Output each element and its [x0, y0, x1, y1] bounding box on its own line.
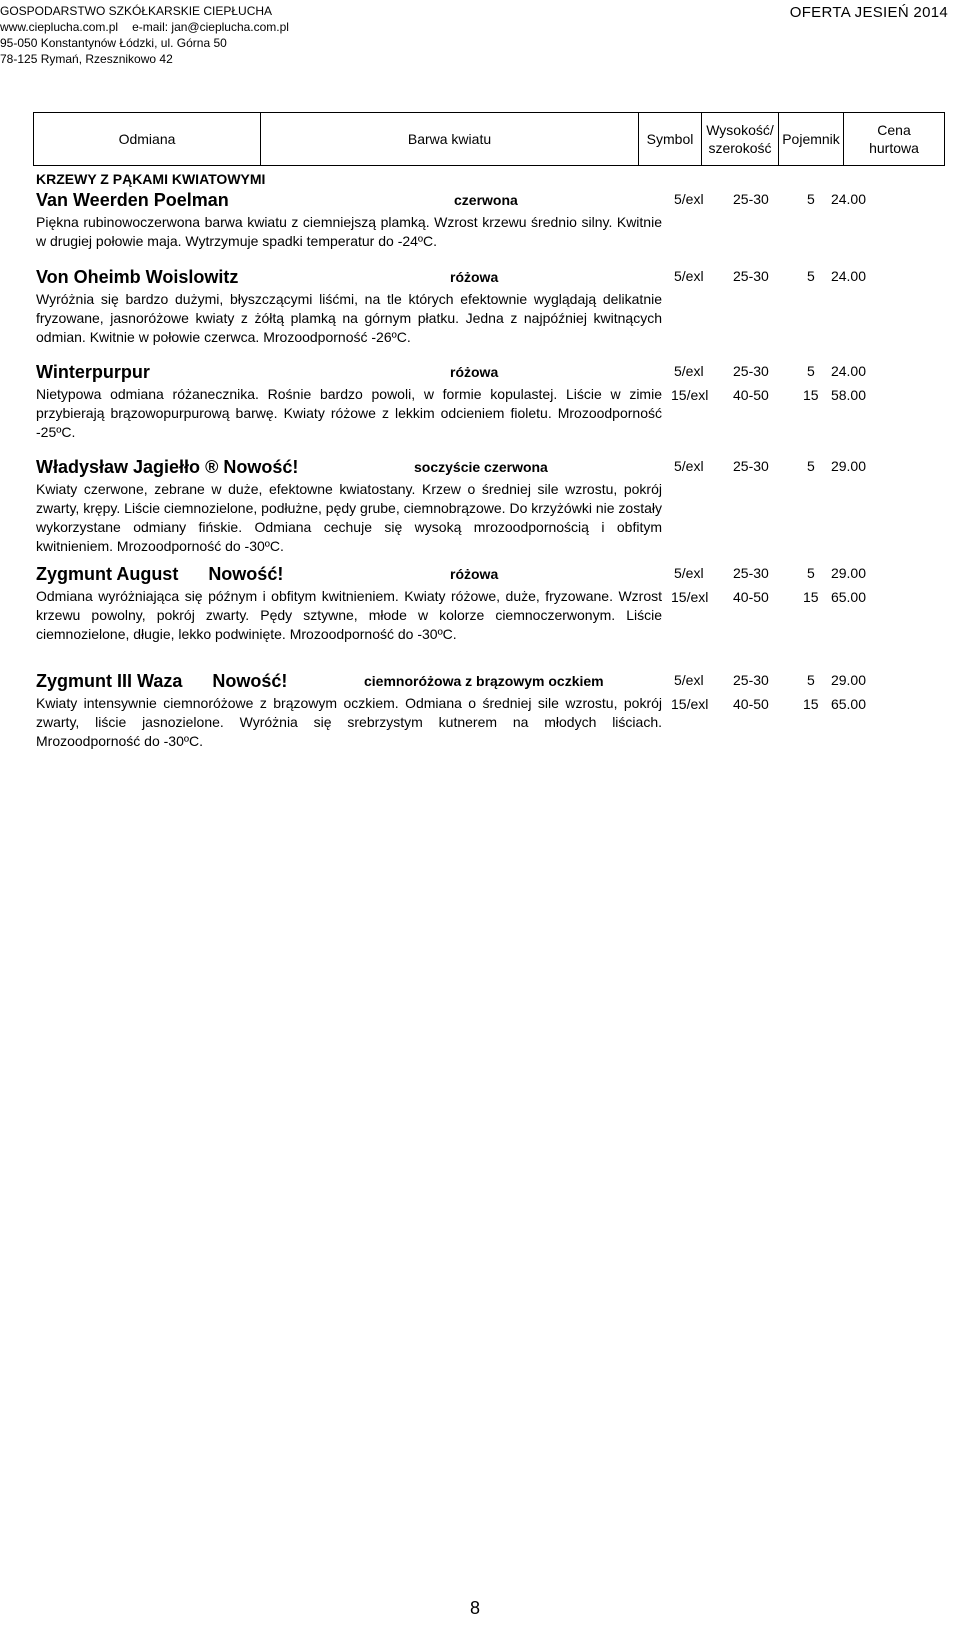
- website-link[interactable]: www.cieplucha.com.pl: [0, 20, 119, 34]
- variety-name-text: Von Oheimb Woislowitz: [36, 267, 239, 287]
- col-cena-line1: Cena: [877, 122, 911, 138]
- col-wysokosc: [702, 113, 779, 166]
- price-cell: 24.00: [830, 191, 866, 207]
- height-cell: 25-30: [733, 458, 769, 474]
- symbol-cell: 5/exl: [674, 458, 704, 474]
- col-odmiana: Odmiana: [34, 113, 261, 166]
- container-cell: 15: [803, 387, 819, 403]
- height-cell: 25-30: [733, 565, 769, 581]
- address-line-1: 95-050 Konstantynów Łódzki, ul. Górna 50: [0, 36, 227, 50]
- entry-zygmunt-august: [36, 563, 662, 644]
- flower-color: różowa: [450, 364, 499, 380]
- container-cell: 5: [807, 191, 815, 207]
- variety-description: Piękna rubinowoczerwona barwa kwiatu z ciemniejszą plamką. Wzrost krzewu średnio silny. Kwitnie w drugiej połowie maja. Wytrzymuje spadki temperatur do -24ºC.: [36, 214, 662, 249]
- col-wysokosc-line1: Wysokość/: [706, 122, 774, 138]
- symbol-cell: 5/exl: [674, 565, 704, 581]
- price-cell: 65.00: [830, 696, 866, 712]
- entry-zygmunt-iii-waza: [36, 670, 662, 751]
- variety-description: Wyróżnia się bardzo dużymi, błyszczącymi liśćmi, na tle których efektownie wyglądają delikatnie fryzowane, jasnoróżowe kwiaty z żółtą plamką na górnym płatku. Jedna z najpóźniej kwitnących odmian. Kwitnie w połowie czerwca. Mrozoodporność -26ºC.: [36, 291, 662, 345]
- price-cell: 65.00: [830, 589, 866, 605]
- price-cell: 29.00: [830, 565, 866, 581]
- entry-wladyslaw-jagiello: [36, 456, 662, 556]
- flower-color: różowa: [450, 566, 499, 582]
- variety-name-text: Władysław Jagiełło: [36, 457, 201, 477]
- variety-name: [36, 563, 662, 585]
- variety-name-text: Zygmunt III Waza: [36, 671, 183, 691]
- container-cell: 5: [807, 565, 815, 581]
- flower-color: czerwona: [454, 192, 518, 208]
- flower-color: soczyście czerwona: [414, 459, 548, 475]
- price-cell: 24.00: [830, 363, 866, 379]
- height-cell: 40-50: [733, 696, 769, 712]
- symbol-cell: 15/exl: [671, 387, 709, 403]
- price-cell: 29.00: [830, 458, 866, 474]
- price-cell: 58.00: [830, 387, 866, 403]
- entry-von-oheimb-woislowitz: [36, 266, 662, 347]
- height-cell: 25-30: [733, 191, 769, 207]
- page-number: 8: [470, 1598, 481, 1618]
- container-cell: 5: [807, 363, 815, 379]
- col-wysokosc-line2: szerokość: [708, 140, 772, 156]
- company-name: GOSPODARSTWO SZKÓŁKARSKIE CIEPŁUCHA: [0, 4, 273, 18]
- container-cell: 15: [803, 696, 819, 712]
- col-pojemnik: Pojemnik: [779, 113, 844, 166]
- symbol-cell: 5/exl: [674, 268, 704, 284]
- entry-winterpurpur: [36, 361, 662, 442]
- col-cena: [844, 113, 945, 166]
- col-cena-line2: hurtowa: [869, 140, 919, 156]
- symbol-cell: 15/exl: [671, 589, 709, 605]
- height-cell: 40-50: [733, 387, 769, 403]
- col-barwa: Barwa kwiatu: [261, 113, 639, 166]
- section-title: KRZEWY Z PĄKAMI KWIATOWYMI: [36, 171, 266, 187]
- offer-title: OFERTA JESIEŃ 2014: [789, 4, 948, 21]
- new-variety-badge: Nowość!: [208, 564, 284, 584]
- variety-description: Kwiaty czerwone, zebrane w duże, efektowne kwiatostany. Krzew o średniej sile wzrostu, pokrój zwarty, krępy. Liście ciemnozielone, podłużne, pędy grube, ciemnobrązowe. Do krzyżówki nie zostały wykorzystane odmiany fińskie. Odmiana cechuje się wysoką mrozoodpornością i obfitym kwitnieniem. Mrozoodporność do -30ºC.: [36, 481, 662, 554]
- variety-name: [36, 189, 662, 211]
- contact-line: [0, 19, 289, 35]
- col-symbol: Symbol: [639, 113, 702, 166]
- symbol-cell: 15/exl: [671, 696, 709, 712]
- variety-name-text: Winterpurpur: [36, 362, 150, 382]
- entry-van-weerden-poelman: [36, 189, 662, 251]
- container-cell: 15: [803, 589, 819, 605]
- symbol-cell: 5/exl: [674, 672, 704, 688]
- variety-name-text: Zygmunt August: [36, 564, 179, 584]
- variety-name: [36, 361, 662, 383]
- flower-color: różowa: [450, 269, 499, 285]
- height-cell: 25-30: [733, 268, 769, 284]
- price-cell: 29.00: [830, 672, 866, 688]
- variety-name: [36, 456, 662, 478]
- flower-color: ciemnoróżowa z brązowym oczkiem: [364, 673, 604, 689]
- address-line-2: 78-125 Rymań, Rzesznikowo 42: [0, 52, 173, 66]
- height-cell: 25-30: [733, 363, 769, 379]
- variety-description: Kwiaty intensywnie ciemnoróżowe z brązowym oczkiem. Odmiana o średniej sile wzrostu, pokrój zwarty, liście jasnozielone. Wyróżnia się srebrzystym kutnerem na młodych liściach. Mrozoodporność do -30ºC.: [36, 695, 662, 749]
- company-header: [0, 3, 289, 67]
- symbol-cell: 5/exl: [674, 363, 704, 379]
- container-cell: 5: [807, 268, 815, 284]
- symbol-cell: 5/exl: [674, 191, 704, 207]
- price-cell: 24.00: [830, 268, 866, 284]
- container-cell: 5: [807, 458, 815, 474]
- height-cell: 40-50: [733, 589, 769, 605]
- container-cell: 5: [807, 672, 815, 688]
- new-variety-badge: Nowość!: [212, 671, 288, 691]
- email-link[interactable]: e-mail: jan@cieplucha.com.pl: [132, 20, 289, 34]
- height-cell: 25-30: [733, 672, 769, 688]
- variety-description: Odmiana wyróżniająca się późnym i obfitym kwitnieniem. Kwiaty różowe, duże, fryzowane. Wzrost krzewu powolny, pokrój zwarty. Pędy sztywne, młode w kolorze ciemnoczerwonym. Liście ciemnozielone, długie, lekko podwinięte. Mrozoodporność do -30ºC.: [36, 588, 662, 642]
- column-header-table: [33, 112, 945, 166]
- variety-name: [36, 266, 662, 288]
- variety-name-text: Van Weerden Poelman: [36, 190, 229, 210]
- new-variety-badge: ® Nowość!: [205, 457, 299, 477]
- variety-description: Nietypowa odmiana różanecznika. Rośnie bardzo powoli, w formie kopulastej. Liście w zimie przybierają brązowopurpurową barwę. Kwiaty różowe z lekkim odcieniem fioletu. Mrozoodporność -25ºC.: [36, 386, 662, 440]
